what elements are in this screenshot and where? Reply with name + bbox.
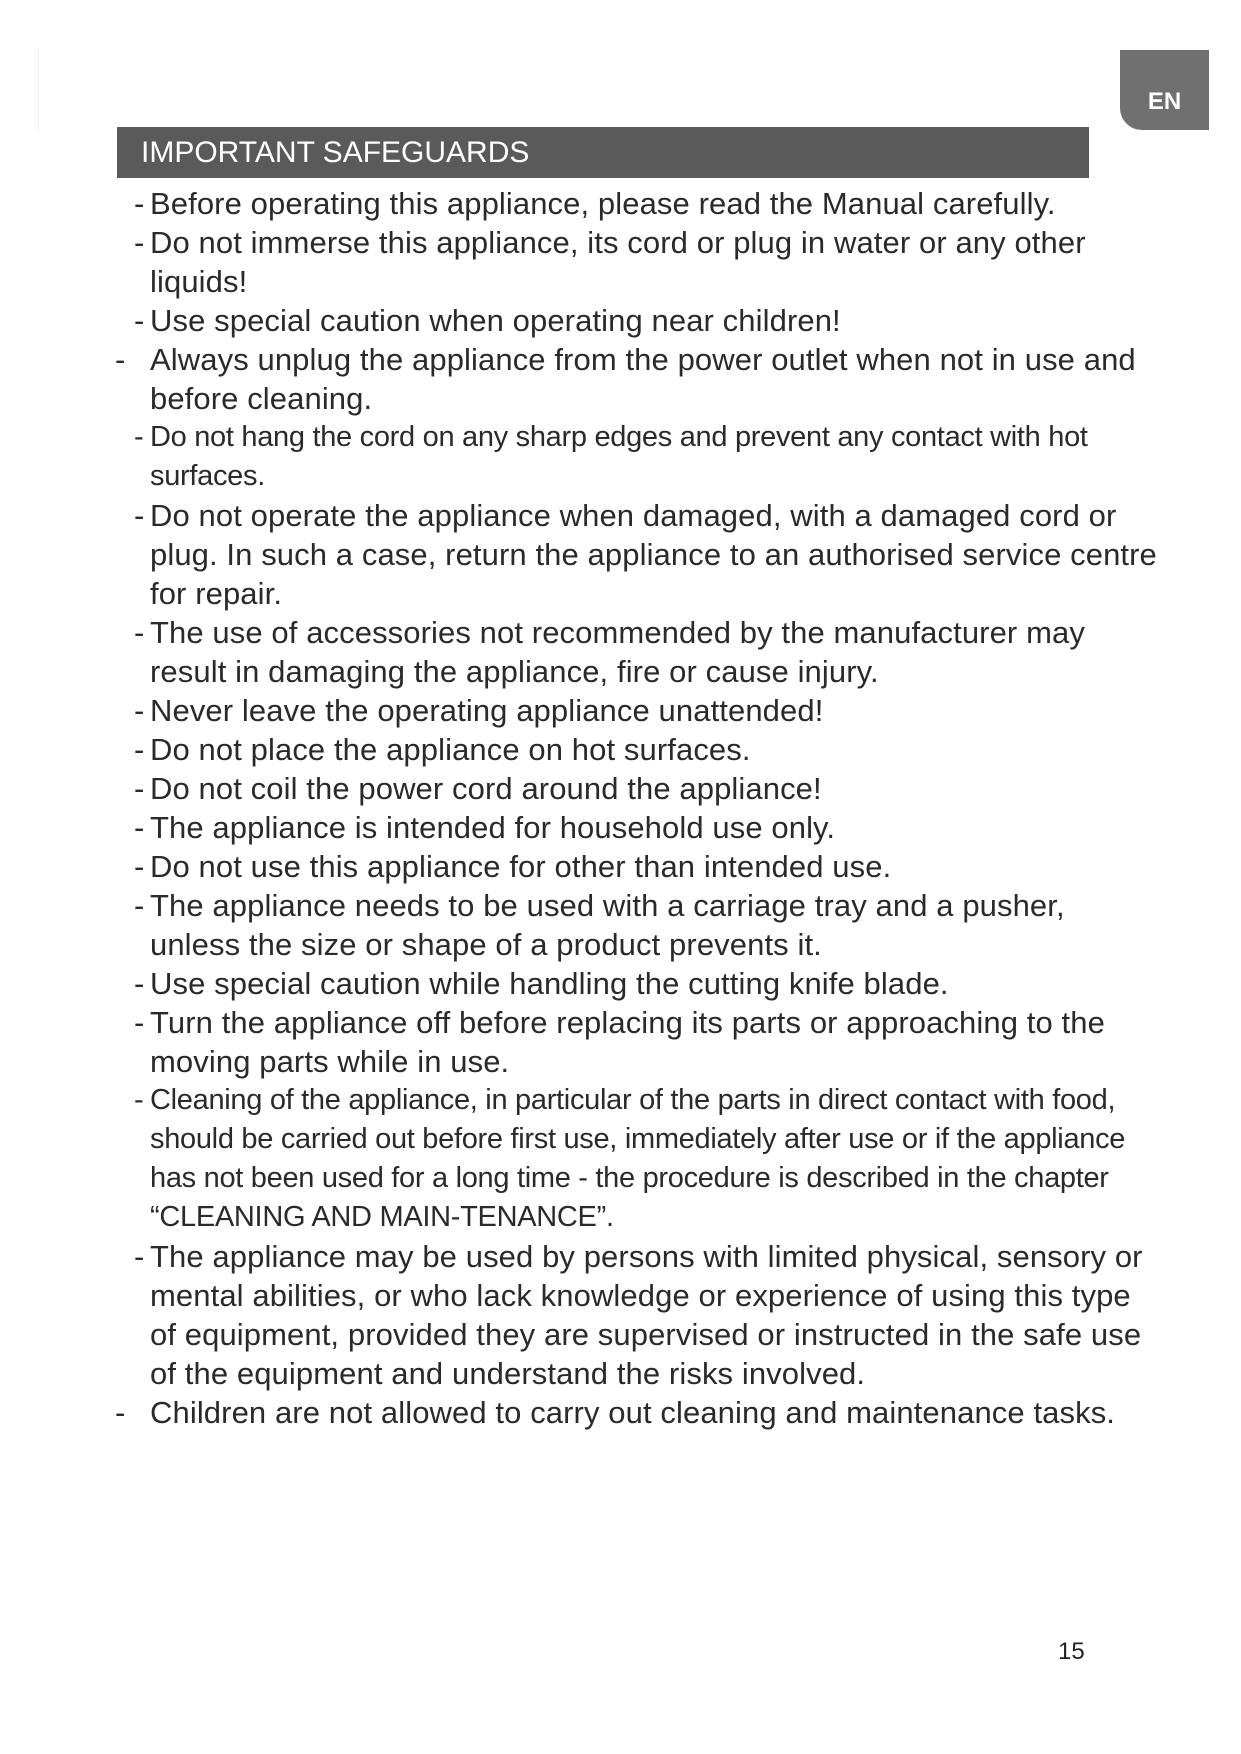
safeguard-item: - The appliance may be used by persons with limited physical, sensory or mental abilities, or who lack knowledge or experience of using this type of equipment, provided they are supervised or instructed in the safe use of the equipment and understand the risks involved. <box>0 1237 1160 1393</box>
safeguard-item: - Children are not allowed to carry out cleaning and maintenance tasks. <box>0 1393 1160 1432</box>
safeguard-item: - The appliance is intended for household use only. <box>0 808 1160 847</box>
safeguard-item: - Before operating this appliance, please read the Manual carefully. <box>0 184 1160 223</box>
safeguard-item: - Cleaning of the appliance, in particular of the parts in direct contact with food, should be carried out before first use, immediately after use or if the appliance has not been used for a long time - the procedure is described in the chapter “CLEANING AND MAIN-TENANCE”. <box>0 1081 1160 1237</box>
safeguard-item: - Do not place the appliance on hot surfaces. <box>0 730 1160 769</box>
safeguard-item: - Always unplug the appliance from the power outlet when not in use and before cleaning. <box>0 340 1160 418</box>
page-edge-line <box>38 50 39 130</box>
page-number: 15 <box>1058 1638 1085 1665</box>
safeguard-item: - Turn the appliance off before replacing its parts or approaching to the moving parts while in use. <box>0 1003 1160 1081</box>
safeguard-item: - The use of accessories not recommended by the manufacturer may result in damaging the appliance, fire or cause injury. <box>0 613 1160 691</box>
safeguard-item: - Use special caution while handling the cutting knife blade. <box>0 964 1160 1003</box>
safeguard-item: - Do not hang the cord on any sharp edges and prevent any contact with hot surfaces. <box>0 418 1160 496</box>
safeguards-list <box>0 184 1160 1432</box>
safeguard-item: - The appliance needs to be used with a carriage tray and a pusher, unless the size or shape of a product prevents it. <box>0 886 1160 964</box>
safeguard-item: - Never leave the operating appliance unattended! <box>0 691 1160 730</box>
section-title: IMPORTANT SAFEGUARDS <box>117 127 1089 178</box>
safeguard-item: - Do not immerse this appliance, its cord or plug in water or any other liquids! <box>0 223 1160 301</box>
safeguard-item: - Use special caution when operating near children! <box>0 301 1160 340</box>
safeguard-item: - Do not use this appliance for other than intended use. <box>0 847 1160 886</box>
safeguard-item: - Do not operate the appliance when damaged, with a damaged cord or plug. In such a case, return the appliance to an authorised service centre for repair. <box>0 496 1160 613</box>
language-tab: EN <box>1120 50 1209 130</box>
safeguard-item: - Do not coil the power cord around the appliance! <box>0 769 1160 808</box>
